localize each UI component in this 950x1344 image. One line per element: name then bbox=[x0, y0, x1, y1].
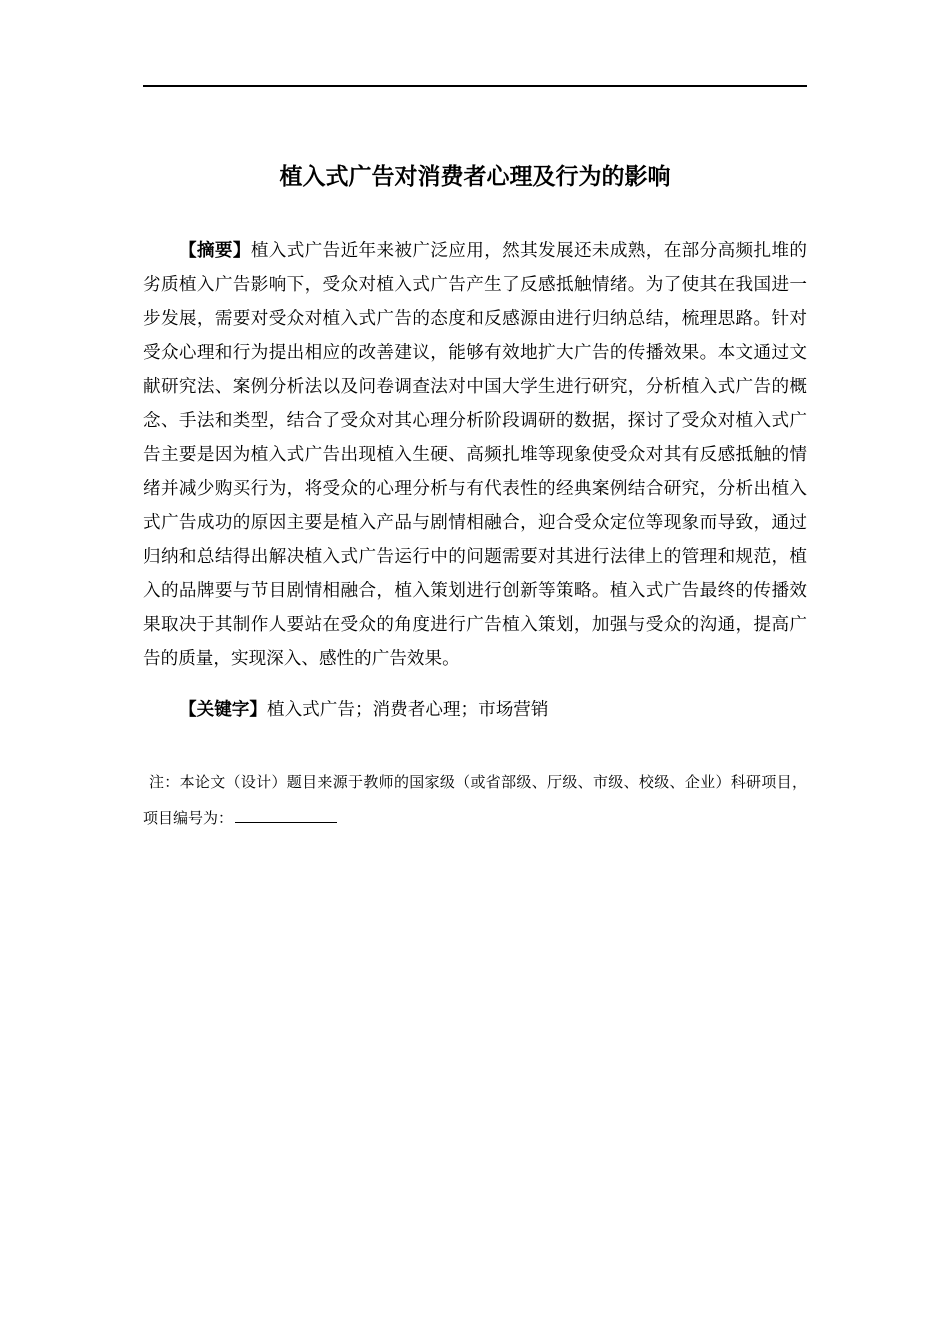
paper-title: 植入式广告对消费者心理及行为的影响 bbox=[279, 164, 671, 190]
abstract-label: 【摘要】 bbox=[179, 241, 251, 261]
project-number-blank bbox=[235, 807, 337, 823]
keywords-text: 植入式广告；消费者心理；市场营销 bbox=[266, 700, 549, 720]
abstract-paragraph bbox=[143, 234, 807, 676]
keywords-label: 【关键字】 bbox=[179, 700, 267, 720]
header-rule bbox=[143, 85, 807, 87]
keywords-paragraph bbox=[143, 693, 807, 727]
source-note-text: 注：本论文（设计）题目来源于教师的国家级（或省部级、厅级、市级、校级、企业）科研项目，项目编号为： bbox=[143, 773, 807, 827]
source-note bbox=[143, 764, 807, 836]
abstract-text: 植入式广告近年来被广泛应用，然其发展还未成熟，在部分高频扎堆的劣质植入广告影响下，受众对植入式广告产生了反感抵触情绪。为了使其在我国进一步发展，需要对受众对植入式广告的态度和反感源由进行归纳总结，梳理思路。针对受众心理和行为提出相应的改善建议，能够有效地扩大广告的传播效果。本文通过文献研究法、案例分析法以及问卷调查法对中国大学生进行研究，分析植入式广告的概念、手法和类型，结合了受众对其心理分析阶段调研的数据，探讨了受众对植入式广告主要是因为植入式广告出现植入生硬、高频扎堆等现象使受众对其有反感抵触的情绪并减少购买行为，将受众的心理分析与有代表性的经典案例结合研究，分析出植入式广告成功的原因主要是植入产品与剧情相融合，迎合受众定位等现象而导致，通过归纳和总结得出解决植入式广告运行中的问题需要对其进行法律上的管理和规范，植入的品牌要与节目剧情相融合，植入策划进行创新等策略。植入式广告最终的传播效果取决于其制作人要站在受众的角度进行广告植入策划，加强与受众的沟通，提高广告的质量，实现深入、感性的广告效果。 bbox=[143, 241, 807, 669]
